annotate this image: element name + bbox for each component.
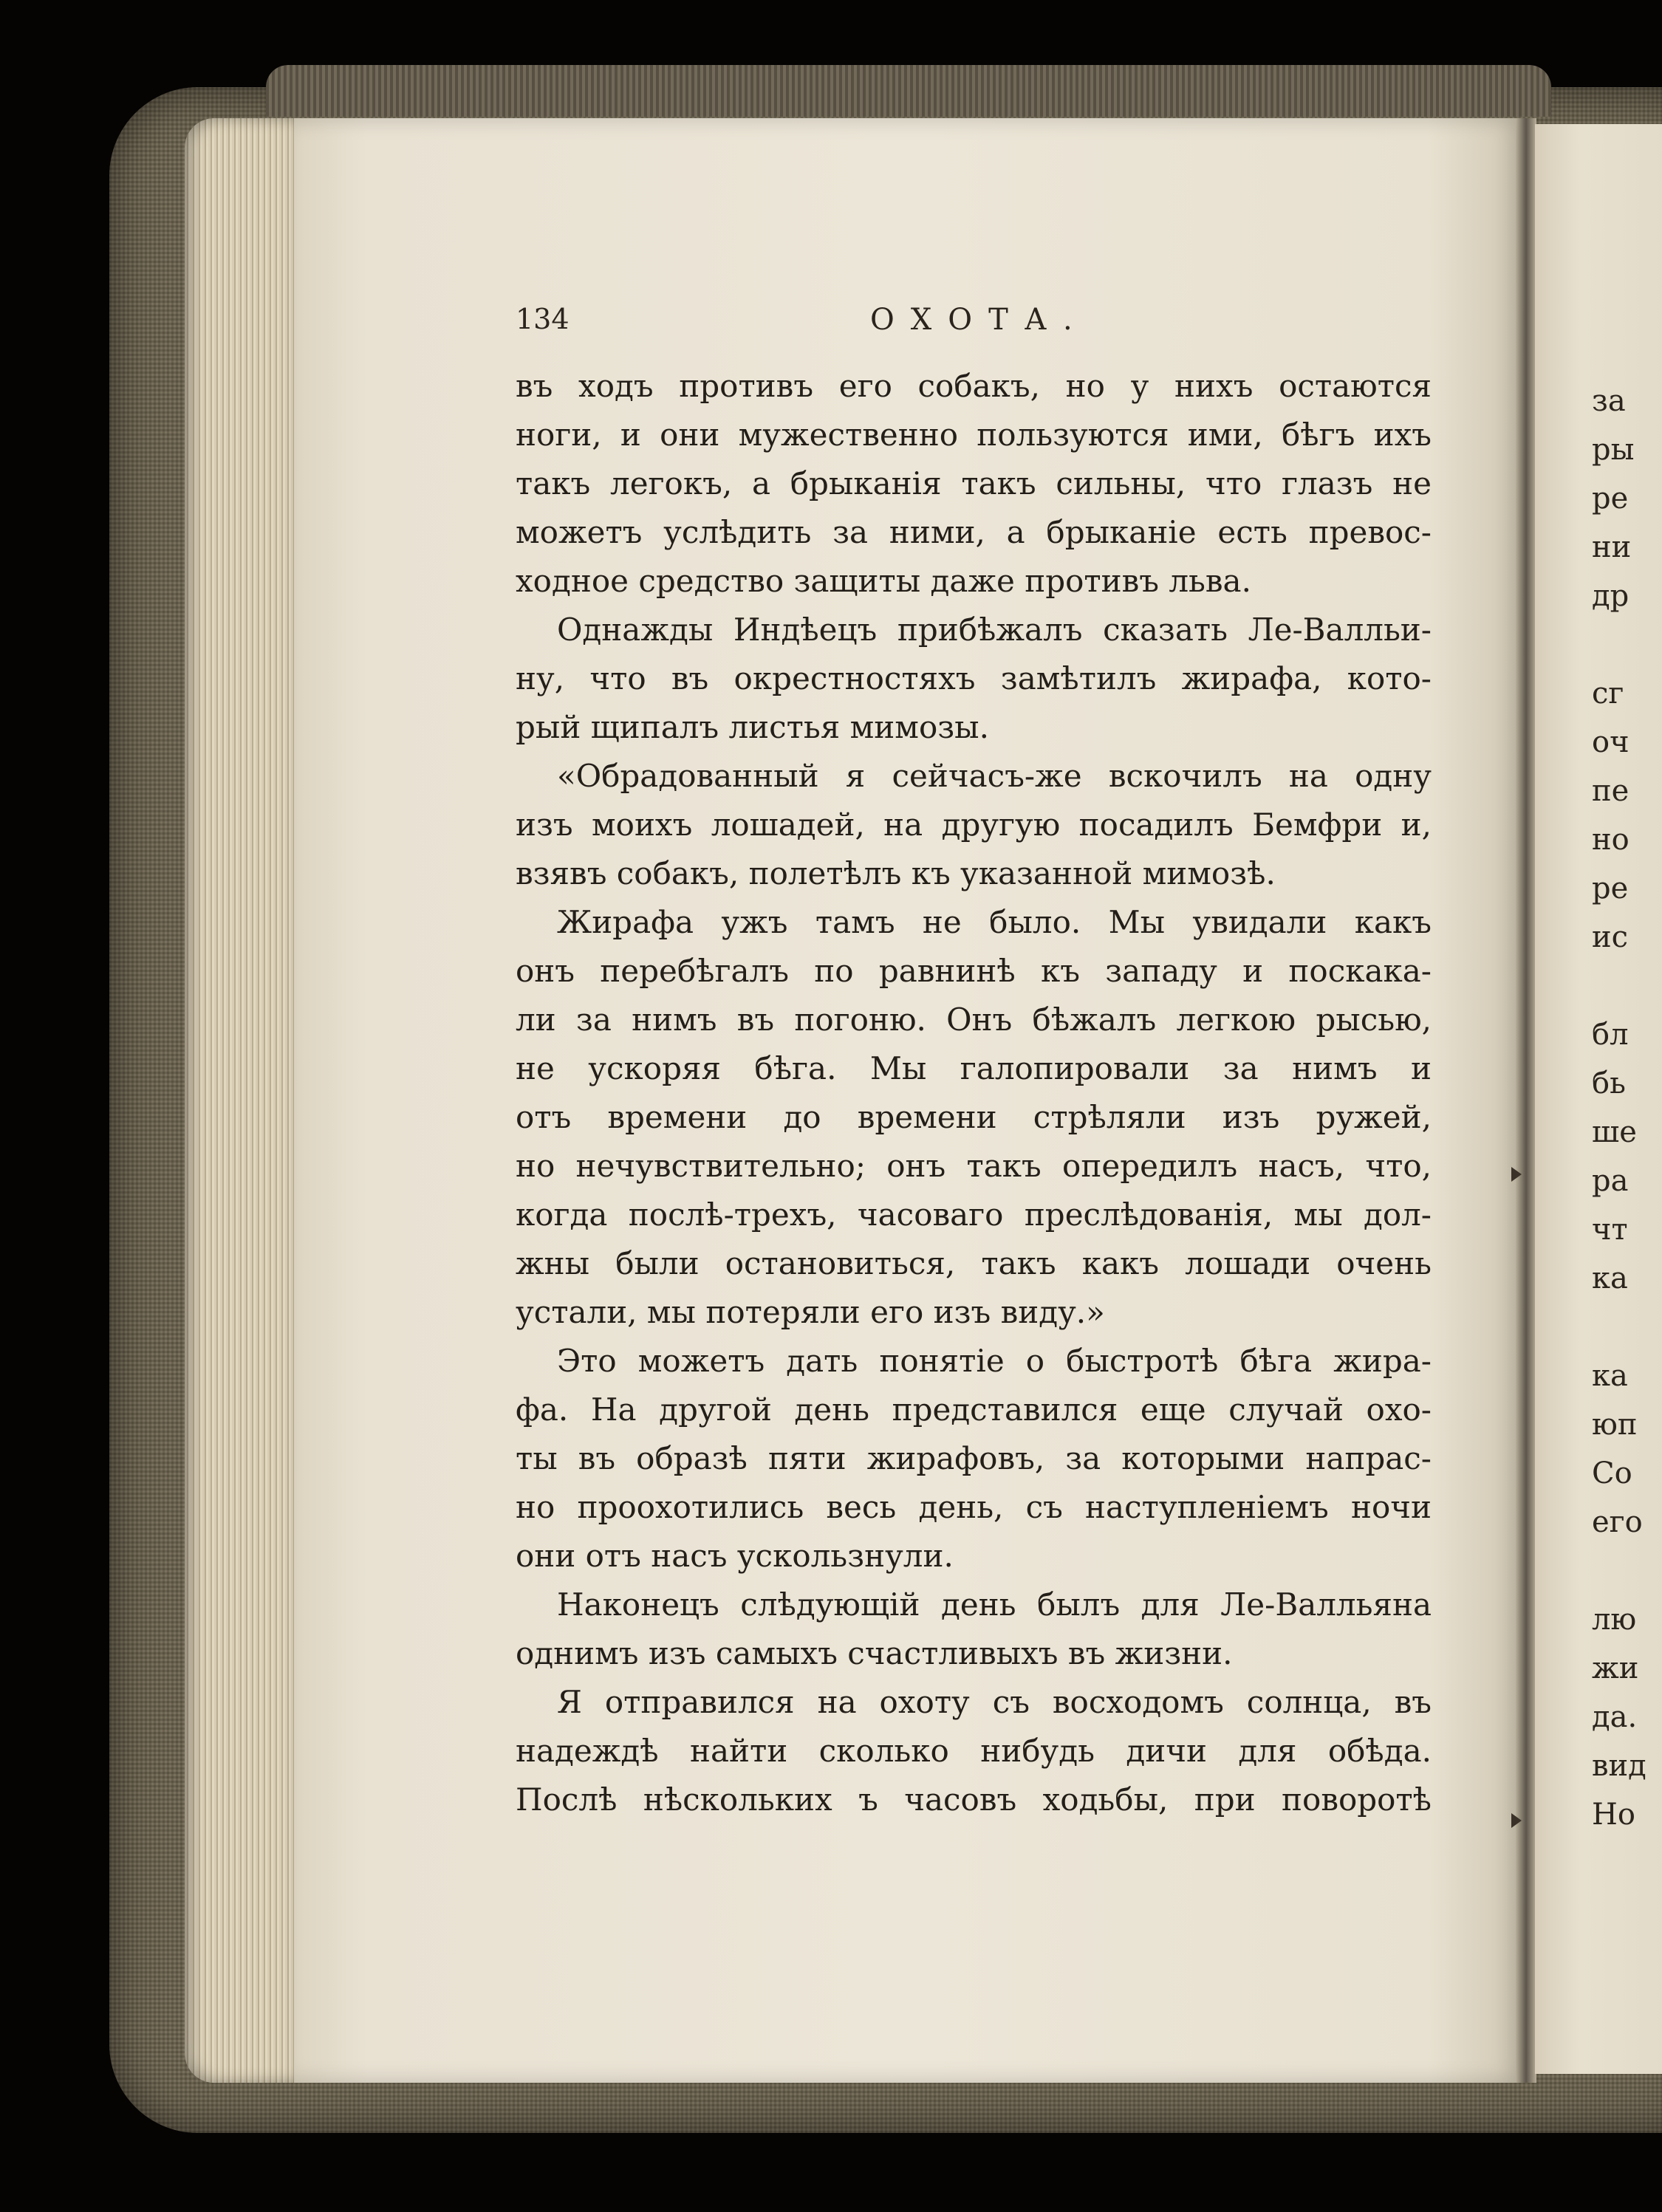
facing-fragment: жи (1592, 1651, 1639, 1685)
page-edges (185, 118, 295, 2083)
text-line: Это можетъ дать понятіе о быстротѣ бѣга жира- (557, 1343, 1432, 1379)
text-line: Однажды Индѣецъ прибѣжалъ сказать Ле-Валльи- (557, 612, 1432, 648)
facing-fragment: Но (1592, 1798, 1635, 1832)
text-line: жны были остановиться, такъ какъ лошади очень (516, 1245, 1432, 1281)
facing-fragment: ре (1592, 872, 1629, 905)
text-line: Я отправился на охоту съ восходомъ солнца, въ (557, 1684, 1432, 1720)
facing-fragment: ка (1592, 1261, 1628, 1295)
facing-fragment: вид (1592, 1749, 1646, 1783)
facing-fragment: ре (1592, 482, 1629, 516)
gutter (1516, 118, 1536, 2083)
facing-page-text (1592, 377, 1646, 1839)
facing-fragment: сг (1592, 677, 1624, 710)
text-line: ходное средство защиты даже противъ льва. (516, 563, 1251, 599)
text-line: но нечувствительно; онъ такъ опередилъ насъ, что, (516, 1148, 1432, 1184)
text-line: ну, что въ окрестностяхъ замѣтилъ жирафа, кото- (516, 660, 1432, 696)
facing-blank (1592, 1303, 1646, 1352)
text-line: въ ходъ противъ его собакъ, но у нихъ остаются (516, 368, 1432, 404)
page-header (294, 303, 1526, 347)
text-line: но проохотились весь день, съ наступленіемъ ночи (516, 1489, 1432, 1525)
margin-mark-icon (1511, 1813, 1522, 1828)
text-line: изъ моихъ лошадей, на другую посадилъ Бемфри и, (516, 807, 1432, 843)
margin-mark-icon (1511, 1167, 1522, 1182)
facing-fragment: ше (1592, 1115, 1637, 1149)
text-line: Наконецъ слѣдующій день былъ для Ле-Валльяна (557, 1586, 1432, 1623)
text-line: они отъ насъ ускользнули. (516, 1538, 954, 1574)
text-line: рый щипалъ листья мимозы. (516, 709, 989, 745)
running-title: ОХОТА. (870, 303, 1089, 337)
facing-fragment: пе (1592, 774, 1629, 808)
body-text (516, 362, 1432, 1824)
text-line: фа. На другой день представился еще случай охо- (516, 1391, 1432, 1428)
facing-fragment: юп (1592, 1408, 1638, 1442)
text-line: онъ перебѣгалъ по равнинѣ къ западу и поскака- (516, 953, 1432, 989)
facing-fragment: ры (1592, 433, 1635, 467)
facing-blank (1592, 962, 1646, 1010)
text-line: такъ легокъ, а брыканія такъ сильны, что глазъ не (516, 465, 1432, 501)
text-line: можетъ услѣдить за ними, а брыканіе есть превос- (516, 514, 1432, 550)
facing-fragment: чт (1592, 1213, 1628, 1247)
facing-fragment: но (1592, 823, 1629, 857)
text-line: устали, мы потеряли его изъ виду.» (516, 1294, 1105, 1330)
text-line: не ускоряя бѣга. Мы галопировали за нимъ и (516, 1050, 1432, 1086)
text-line: ты въ образѣ пяти жирафовъ, за которыми напрас- (516, 1440, 1432, 1476)
page-number: 134 (516, 303, 570, 335)
text-line: ноги, и они мужественно пользуются ими, бѣгъ ихъ (516, 417, 1432, 453)
facing-fragment: др (1592, 579, 1629, 613)
text-line: когда послѣ-трехъ, часоваго преслѣдованія, мы дол- (516, 1196, 1432, 1233)
facing-fragment: за (1592, 384, 1626, 418)
facing-fragment: лю (1592, 1603, 1637, 1637)
facing-blank (1592, 620, 1646, 669)
text-line: «Обрадованный я сейчасъ-же вскочилъ на одну (557, 758, 1432, 794)
facing-fragment: его (1592, 1505, 1643, 1539)
headband (266, 65, 1551, 117)
text-line: отъ времени до времени стрѣляли изъ ружей, (516, 1099, 1432, 1135)
facing-fragment: да. (1592, 1700, 1638, 1734)
text-line: однимъ изъ самыхъ счастливыхъ въ жизни. (516, 1635, 1233, 1671)
text-line: Послѣ нѣскольких ъ часовъ ходьбы, при поворотѣ (516, 1781, 1432, 1818)
facing-fragment: ра (1592, 1164, 1629, 1198)
facing-fragment: ни (1592, 530, 1632, 564)
left-page (294, 118, 1526, 2083)
facing-fragment: ка (1592, 1359, 1628, 1393)
facing-blank (1592, 1547, 1646, 1595)
facing-fragment: ис (1592, 920, 1629, 954)
text-line: надеждѣ найти сколько нибудь дичи для обѣда. (516, 1733, 1432, 1769)
facing-fragment: бь (1592, 1066, 1626, 1100)
text-line: ли за нимъ въ погоню. Онъ бѣжалъ легкою рысью, (516, 1001, 1432, 1038)
text-line: Жирафа ужъ тамъ не было. Мы увидали какъ (557, 904, 1432, 940)
facing-fragment: оч (1592, 725, 1629, 759)
facing-fragment: бл (1592, 1018, 1629, 1052)
facing-fragment: Со (1592, 1456, 1632, 1490)
text-line: взявъ собакъ, полетѣлъ къ указанной мимозѣ. (516, 855, 1276, 891)
